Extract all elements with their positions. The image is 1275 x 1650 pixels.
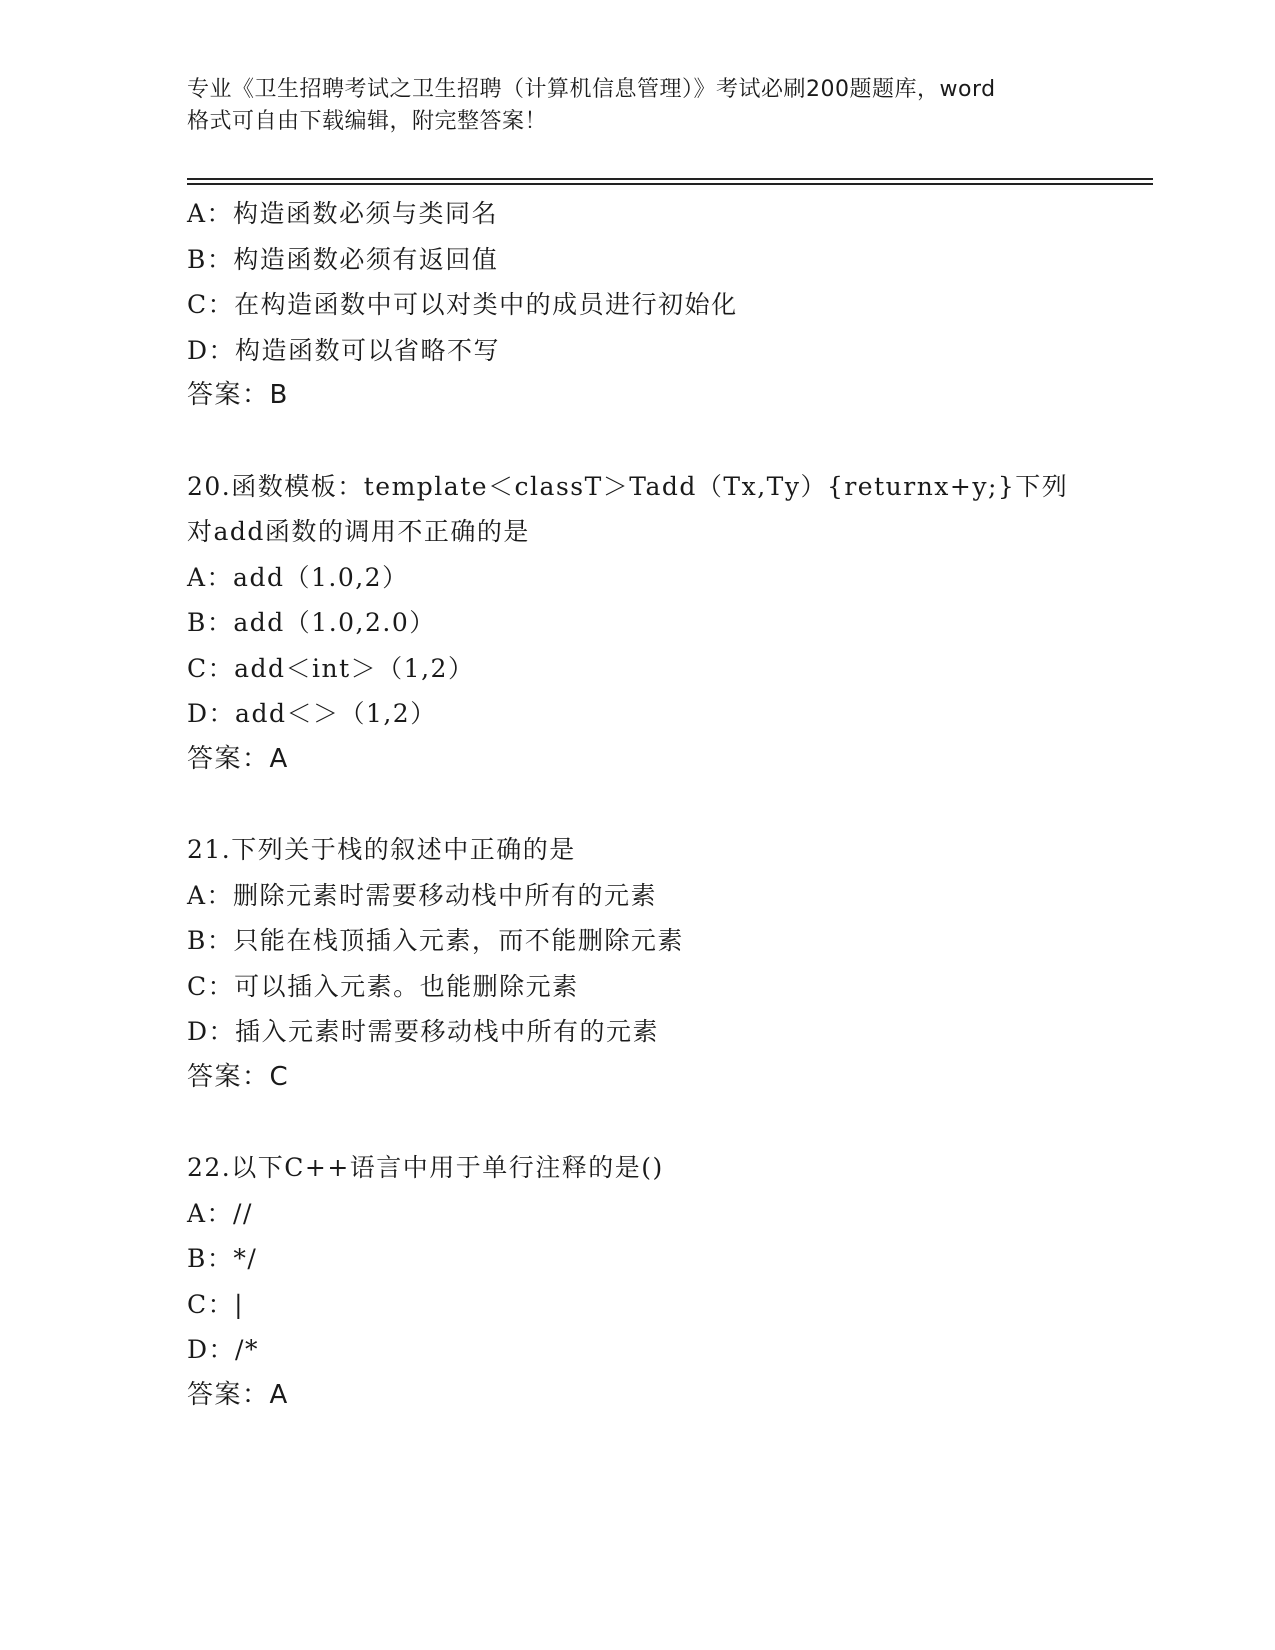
spacer [187, 419, 1147, 464]
q20-stem-line-1: 20.函数模板：template＜classT＞Tadd（Tx,Ty）{returnx+y;}下列 [187, 471, 1069, 501]
q22-answer: 答案：A [187, 1379, 289, 1410]
question-list [187, 191, 1147, 1418]
q21-option-a: A：删除元素时需要移动栈中所有的元素 [187, 880, 658, 910]
header-line-2: 格式可自由下载编辑，附完整答案！ [187, 109, 548, 134]
q20-option-d: D：add＜＞（1,2） [187, 699, 437, 728]
q22-option-d: D：/* [187, 1335, 259, 1364]
q19-option-c: C：在构造函数中可以对类中的成员进行初始化 [187, 290, 738, 319]
q20-option-c: C：add＜int＞（1,2） [187, 653, 475, 683]
q19-option-a: A：构造函数必须与类同名 [187, 199, 499, 228]
q21-option-b: B：只能在栈顶插入元素，而不能删除元素 [187, 926, 684, 955]
q19-option-b: B：构造函数必须有返回值 [187, 244, 499, 274]
document-header [187, 74, 1087, 138]
header-line-1: 专业《卫生招聘考试之卫生招聘（计算机信息管理）》考试必刷200题题库，word [187, 77, 996, 102]
spacer [187, 1100, 1147, 1145]
q20-stem-line-2: 对add函数的调用不正确的是 [187, 517, 530, 546]
q20-option-a: A：add（1.0,2） [187, 562, 409, 592]
q22-stem: 22.以下C++语言中用于单行注释的是() [187, 1153, 664, 1182]
question-22-block [187, 1145, 1147, 1418]
q20-option-b: B：add（1.0,2.0） [187, 608, 436, 637]
q21-stem: 21.下列关于栈的叙述中正确的是 [187, 835, 576, 864]
q22-option-b: B：*/ [187, 1244, 258, 1273]
spacer [187, 782, 1147, 827]
question-20-block [187, 464, 1147, 783]
q22-option-c: C：| [187, 1289, 245, 1319]
q20-answer: 答案：A [187, 743, 289, 774]
q22-option-a: A：// [187, 1198, 253, 1228]
header-rule-bottom [187, 183, 1153, 185]
question-19-block [187, 191, 1147, 419]
q21-option-d: D：插入元素时需要移动栈中所有的元素 [187, 1017, 660, 1046]
header-rule-top [187, 178, 1153, 180]
q21-answer: 答案：C [187, 1061, 290, 1092]
q21-option-c: C：可以插入元素。也能删除元素 [187, 971, 579, 1001]
q19-option-d: D：构造函数可以省略不写 [187, 335, 501, 365]
question-21-block [187, 827, 1147, 1100]
q19-answer: 答案：B [187, 380, 289, 410]
